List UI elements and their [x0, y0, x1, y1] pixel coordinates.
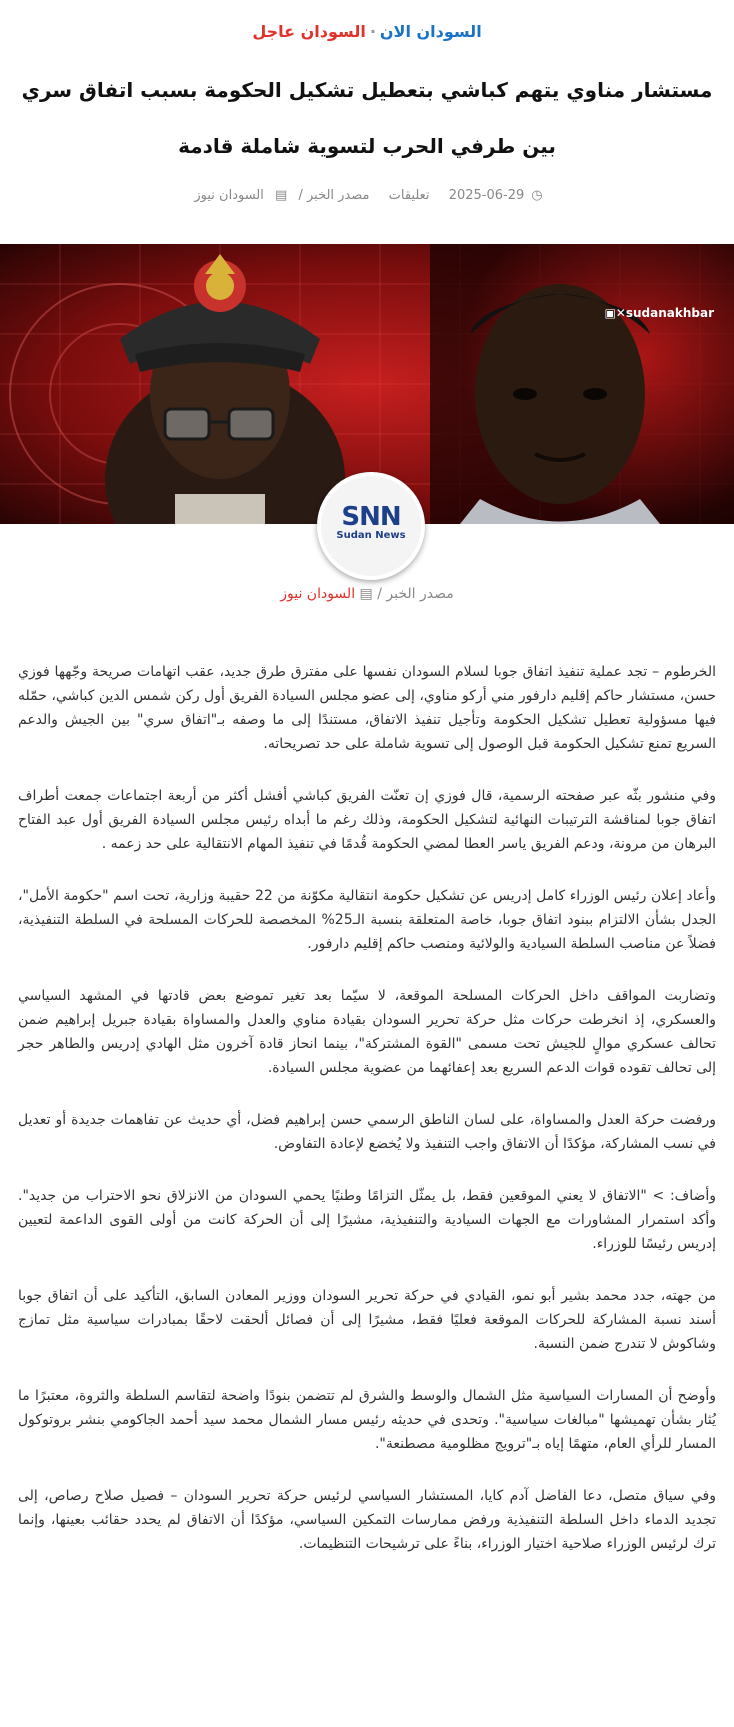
category-separator: · — [369, 22, 376, 41]
paragraph: ورفضت حركة العدل والمساواة، على لسان الناطق الرسمي حسن إبراهيم فضل، أي حديث عن تفاهمات جديدة أو تعديل في نسب المشاركة، مؤكدًا أن الاتفاق واجب التنفيذ ولا يُخضع لإعادة التفاوض. — [18, 1112, 716, 1152]
article-title: مستشار مناوي يتهم كباشي بتعطيل تشكيل الحكومة بسبب اتفاق سري بين طرفي الحرب لتسوية شاملة قادمة — [21, 78, 713, 158]
source-label: مصدر الخبر / — [298, 188, 370, 203]
newspaper-icon: ▤ — [275, 188, 288, 203]
source-block-link[interactable]: السودان نيوز — [280, 586, 356, 602]
paragraph: وأضاف: > "الاتفاق لا يعني الموقعين فقط، بل يمثّل التزامًا وطنيًا يحمي السودان من الانزلاق نحو الاحتراب من جديد". وأكد استمرار المشاورات مع الجهات السيادية والتنفيذية، مشيرًا إلى أن الحركة كانت من أولى القوى الداعمة لتعيين إدريس رئيسًا للوزراء. — [18, 1188, 716, 1252]
source-link[interactable]: السودان نيوز — [194, 188, 264, 203]
watermark-text: sudanakhbar — [625, 306, 714, 320]
paragraph: وأوضح أن المسارات السياسية مثل الشمال والوسط والشرق لم تتضمن بنودًا واضحة لتقاسم السلطة والثروة، معتبرًا ما يُثار بشأن تهميشها "مبالغات سياسية". وتحدى في حديثه رئيس مسار الشمال محمد سيد أحمد الجاكومي بنشر بروتوكول المسار للرأي العام، متهمًا إياه بـ"ترويج مظلومية مصطنعة". — [18, 1388, 716, 1452]
right-figure — [430, 244, 734, 524]
paragraph: وأعاد إعلان رئيس الوزراء كامل إدريس عن تشكيل حكومة انتقالية مكوّنة من 22 حقيبة وزارية، تحت اسم "حكومة الأمل"، الجدل بشأن الالتزام ببنود اتفاق جوبا، خاصة المتعلقة بنسبة الـ25% المخصصة للحركات المسلحة في السلطة التنفيذية، فضلاً عن مناصب السلطة السيادية والولائية ومنصب حاكم إقليم دارفور. — [18, 888, 716, 952]
article-meta — [0, 188, 734, 208]
logo-mark: SNN — [341, 502, 401, 532]
paragraph: الخرطوم – تجد عملية تنفيذ اتفاق جوبا لسلام السودان نفسها على مفترق طرق جديد، عقب اتهامات صريحة وجّهها فوزي حسن، مستشار حاكم إقليم دارفور مني أركو مناوي، إلى عضو مجلس السيادة الفريق أول ركن شمس الدين كباشي، حمّله فيها مسؤولية تعطيل تشكيل الحكومة وتأجيل تنفيذ الاتفاق، مستندًا إلى ما وصفه بـ"اتفاق سري" بين الجيش والدعم السريع تمنع تشكيل الحكومة قبل الوصول إلى تسوية شاملة على حد تصريحاته. — [18, 664, 716, 752]
site-logo — [317, 472, 425, 580]
paragraph: وتضاربت المواقف داخل الحركات المسلحة الموقعة، لا سيّما بعد تغير تموضع بعض قادتها في المشهد السياسي والعسكري، إذ انخرطت حركات مثل حركة تحرير السودان بقيادة مناوي والعدل والمساواة بقيادة جبريل إبراهيم ضمن تحالف عسكري موالٍ للجيش تحت مسمى "القوة المشتركة"، بينما انحاز قادة آخرون مثل الهادي إدريس والطاهر حجر إلى تحالف تقوده قوات الدعم السريع بعد إعفائهما من عضوية مجلس السيادة. — [18, 988, 716, 1076]
hero-image — [0, 244, 734, 541]
clock-icon: ◷ — [531, 188, 543, 203]
category-link-sudan-now[interactable]: السودان الان — [379, 22, 482, 41]
article-source — [189, 188, 374, 203]
logo-subtext: Sudan News — [336, 530, 406, 541]
comments-link[interactable]: تعليقات — [388, 188, 430, 203]
newspaper-icon: ▤ — [359, 586, 373, 602]
article-date — [444, 188, 545, 203]
hero-watermark: ▣✕sudanakhbar — [604, 306, 714, 320]
category-link-sudan-urgent[interactable]: السودان عاجل — [252, 22, 366, 41]
category-breadcrumb — [0, 0, 734, 46]
paragraph: وفي منشور بثّه عبر صفحته الرسمية، قال فوزي إن تعنّت الفريق كباشي أفشل أكثر من أربعة اجتماعات جمعت أطراف اتفاق جوبا لمناقشة الترتيبات النهائية لتشكيل الحكومة، وذلك رغم ما أبداه رئيس مجلس السيادة الفريق أول عبد الفتاح البرهان من مرونة، ودعم الفريق ياسر العطا لمضي الحكومة قُدمًا في تنفيذ المهام الانتقالية على حد زعمه . — [18, 788, 716, 852]
paragraph: من جهته، جدد محمد بشير أبو نمو، القيادي في حركة تحرير السودان ووزير المعادن السابق، التأكيد على أن اتفاق جوبا أسند نسبة المشاركة للحركات الموقعة فعليًا فقط، مشيرًا إلى أن فصائل ألحقت لاحقًا بمبادرات سياسية مثل تمازج وشاكوش لا تندرج ضمن النسبة. — [18, 1288, 716, 1352]
source-block-label: مصدر الخبر / — [377, 586, 454, 602]
article-body — [0, 660, 734, 1556]
source-block — [0, 586, 734, 608]
paragraph: وفي سياق متصل، دعا الفاضل آدم كايا، المستشار السياسي لرئيس حركة تحرير السودان – فصيل صلاح رصاص، إلى تجديد الدماء داخل السلطة التنفيذية ورفض ممارسات التمكين السياسي، مؤكدًا أن الاتفاق لم يحدد حقائب بعينها، وإنما ترك لرئيس الوزراء صلاحية اختيار الوزراء، بناءً على ترشيحات التنظيمات. — [18, 1488, 716, 1552]
article-date-text: 2025-06-29 — [448, 188, 525, 203]
